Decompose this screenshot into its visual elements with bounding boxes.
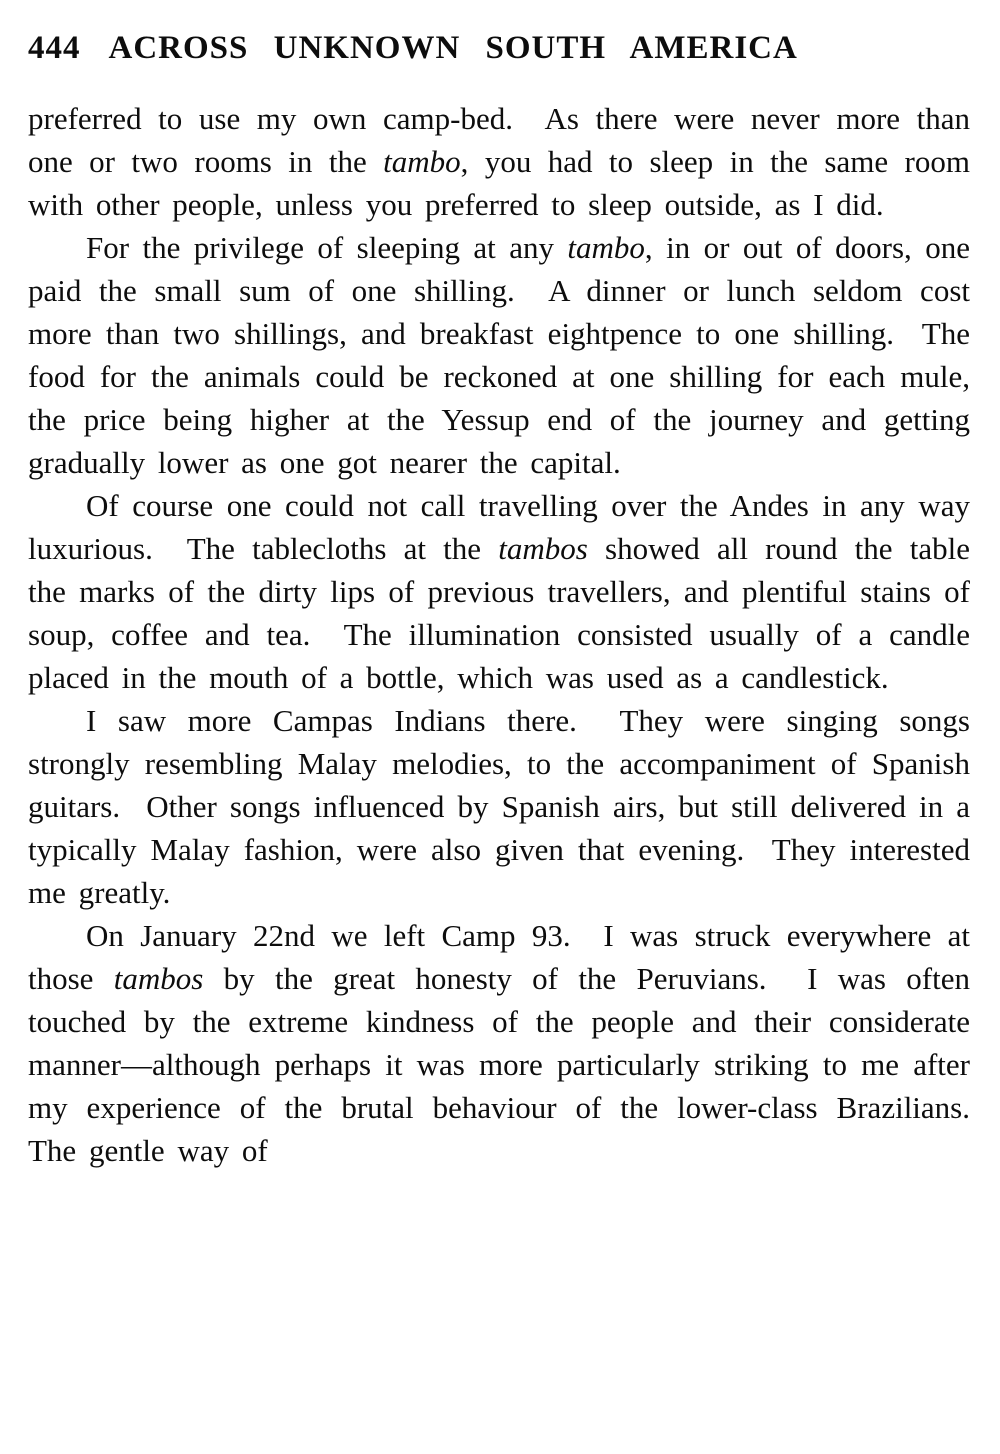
running-header xyxy=(28,30,970,67)
italic-text-run: tambo xyxy=(567,230,645,265)
italic-text-run: tambos xyxy=(113,961,204,996)
text-run: , you had to sleep in the same room with other people, unless you preferred to sleep outside, as I did. xyxy=(28,144,983,222)
text-run: , in or out of doors, one paid the small sum of one shilling. A dinner or lunch seldom cost more than two shillings, and breakfast eightpence to one shilling. The food for the animals could be reckoned at one shilling for each mule, the price being higher at the Yessup end of the journey and getting gradually lower as one got nearer the capital. xyxy=(28,230,983,480)
text-run: by the great honesty of the Peruvians. I was often touched by the extreme kindness of the people and their considerate manner—although perhaps it was more particularly striking to me after my experience of the brutal behaviour of the lower-class Brazilians. The gentle way of xyxy=(28,961,996,1168)
text-run: showed all round the table the marks of the dirty lips of previous travellers, and plentiful stains of soup, coffee and tea. The illumination consisted usually of a candle placed in the mouth of a bottle, which was used as a candlestick. xyxy=(28,531,983,695)
text-run: On January 22nd we left Camp 93. I was struck everywhere at those xyxy=(28,918,983,996)
italic-text-run: tambo xyxy=(383,144,461,179)
paragraph xyxy=(28,484,983,699)
text-run: Of course one could not call travelling over the Andes in any way luxurious. The tablecloths at the xyxy=(28,488,983,566)
page-body xyxy=(28,97,996,1172)
running-title: ACROSS UNKNOWN SOUTH AMERICA xyxy=(108,30,798,66)
paragraph xyxy=(28,699,983,914)
italic-text-run: tambos xyxy=(498,531,588,566)
paragraph xyxy=(28,914,996,1172)
text-run: preferred to use my own camp-bed. As there were never more than one or two rooms in the xyxy=(28,101,983,179)
text-run: For the privilege of sleeping at any xyxy=(86,230,568,265)
paragraph xyxy=(28,97,983,226)
page-number: 444 xyxy=(28,30,81,66)
paragraph xyxy=(28,226,983,484)
text-run: I saw more Campas Indians there. They were singing songs strongly resembling Malay melodies, to the accompaniment of Spanish guitars. Other songs influenced by Spanish airs, but still delivered in a typically Malay fashion, were also given that evening. They interested me greatly. xyxy=(28,703,983,910)
